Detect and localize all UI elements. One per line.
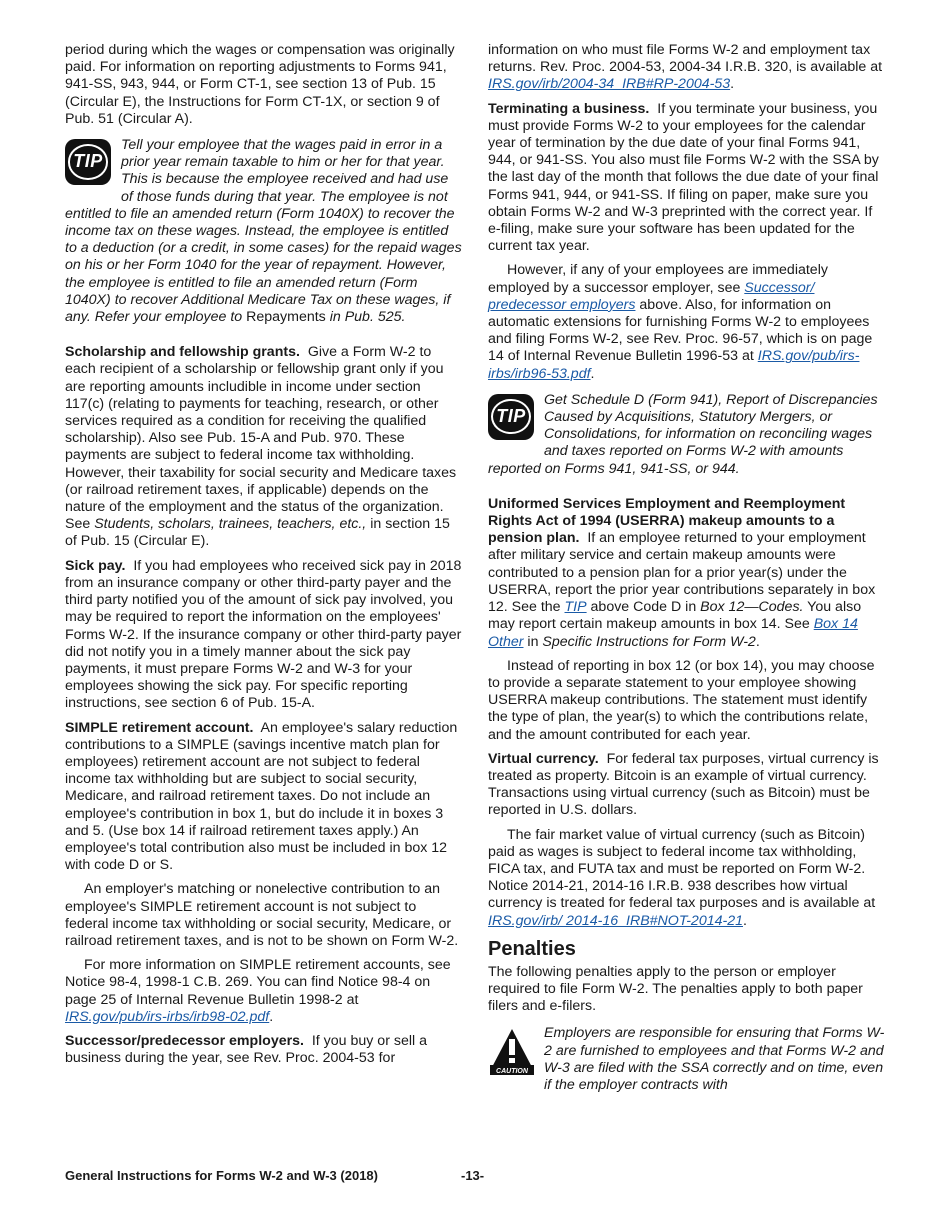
paragraph-more-info: For more information on SIMPLE retirement accounts, see Notice 98-4, 1998-1 C.B. 269. You can find Notice 98-4 on page 25 of Internal Revenue Bulletin 1998-2 at IRS.gov/pub/irs-irbs/irb98-02.pdf. (65, 957, 451, 1025)
paragraph-successor: Successor/predecessor employers. If you buy or sell a business during the year, see Rev. Proc. 2004-53 for (65, 1032, 427, 1067)
paragraph-userra: Uniformed Services Employment and Reemployment Rights Act of 1994 (USERRA) makeup amounts to a pension plan. If an employee returned to your employment after military service and certain makeup amounts were contributed to a pension plan for a prior year(s) under the USERRA, report the prior year contributions separately in box 12. See the TIP above Code D in Box 12—Codes. You also may report certain makeup amounts in box 14. See Box 14 Other in Specific Instructions for Form W-2. (488, 495, 876, 650)
tip-tail: in Pub. 525. (325, 309, 406, 326)
footer-title: General Instructions for Forms W-2 and W-3 (2018) (65, 1168, 378, 1183)
paragraph-virtual-currency: Virtual currency. For federal tax purposes, virtual currency is treated as property. Bitcoin is an example of virtual currency. Transactions using virtual currency (such as Bitcoin) must be reported in U.S. dollars. (488, 750, 879, 819)
paragraph-penalties: The following penalties apply to the person or employer required to file Form W-2. The penalties apply to both paper filers and e-filers. (488, 963, 863, 1015)
heading-scholarship: Scholarship and fellowship grants. (65, 344, 300, 361)
caution-icon (488, 1027, 536, 1075)
paragraph-adjustments: period during which the wages or compensation was originally paid. For information on reporting adjustments to Forms 941, 941-SS, 943, 944, or Form CT-1, see section 13 of Pub. 15 (Circular E), the Instructions for Form CT-1X, or section 9 of Pub. 51 (Circular A). (65, 42, 455, 127)
heading-simple: SIMPLE retirement account. (65, 719, 254, 736)
heading-successor: Successor/predecessor employers. (65, 1032, 304, 1049)
paragraph-employer-match: An employer's matching or nonelective contribution to an employee's SIMPLE retirement account is not subject to federal income tax withholding or social security, Medicare, or railroad retirement taxes, and is not to be shown on Form W-2. (65, 881, 459, 949)
tip-box-repayments (65, 137, 462, 326)
heading-terminating: Terminating a business. (488, 100, 650, 117)
section-heading-penalties: Penalties (488, 937, 576, 960)
link-irb96-53[interactable]: IRS.gov/pub/irs-irbs/irb96-53.pdf (488, 348, 860, 382)
paragraph-instead: Instead of reporting in box 12 (or box 14), you may choose to provide a separate statement to your employee showing USERRA makeup contributions. The statement must identify the type of plan, the year(s) to which the contributions relate, and the amount contributed for each year. (488, 657, 875, 743)
tip-icon: TIP (65, 139, 113, 187)
paragraph-terminating: Terminating a business. If you terminate your business, you must provide Forms W-2 to your employees for the calendar year of termination by the due date of your final Forms 941, 944, or 941-SS. You also must file Forms W-2 with the SSA by the last day of the month that follows the due date of your final Forms 941, 944, or 941-SS. If filing on paper, make sure you obtain Forms W-2 and W-3 preprinted with the correct year. If e-filing, make sure your software has been updated for the current tax year. (488, 100, 879, 255)
paragraph-who-must-file: information on who must file Forms W-2 and employment tax returns. Rev. Proc. 2004-53, 2004-34 I.R.B. 320, is available at IRS.gov/irb/2004-34_IRB#RP-2004-53. (488, 42, 883, 93)
heading-userra: Uniformed Services Employment and Reemployment Rights Act of 1994 (USERRA) makeup amounts to a pension plan. (488, 495, 846, 547)
paragraph-fair-market: The fair market value of virtual currency (such as Bitcoin) paid as wages is subject to federal income tax withholding, FICA tax, and FUTA tax and must be reported on Form W-2. Notice 2014-21, 2014-16 I.R.B. 938 describes how virtual currency is treated for federal tax purposes and is available at IRS.gov/irb/ 2014-16_IRB#NOT-2014-21. (488, 826, 876, 929)
link-irb98-02[interactable]: IRS.gov/pub/irs-irbs/irb98-02.pdf (65, 1008, 270, 1025)
paragraph-scholarship: Scholarship and fellowship grants. Give a Form W-2 to each recipient of a scholarship or fellowship grant only if you are reporting amounts includible in income under section 117(c) (relating to payments for teaching, research, or other services required as a condition for receiving the qualified scholarship). Also see Pub. 15-A and Pub. 970. These payments are subject to federal income tax withholding. However, their taxability for social security and Medicare taxes (or railroad retirement taxes, if applicable) depends on the nature of the employment and the status of the organization. See Students, scholars, trainees, teachers, etc., in section 15 of Pub. 15 (Circular E). (65, 344, 457, 550)
tip-upright: Repayments (246, 309, 326, 326)
tip-icon: TIP (488, 394, 536, 442)
heading-sick-pay: Sick pay. (65, 557, 126, 574)
link-successor-predecessor[interactable]: Successor/ predecessor employers (488, 279, 815, 313)
paragraph-sick-pay: Sick pay. If you had employees who received sick pay in 2018 from an insurance company or other third-party payer and the third party notified you of the amount of sick pay involved, you may be required to report the information on the employees' Forms W-2. If the insurance company or other third-party payer did not notify you in a timely manner about the sick pay payments, it must prepare Forms W-2 and W-3 for your employees showing the sick pay. For specific reporting instructions, see section 6 of Pub. 15-A. (65, 557, 462, 712)
left-column (65, 42, 462, 1074)
link-not-2014-21[interactable]: IRS.gov/irb/ 2014-16_IRB#NOT-2014-21 (488, 912, 743, 929)
caution-box (488, 1025, 885, 1094)
page-number: -13- (461, 1168, 485, 1183)
link-rp-2004-53[interactable]: IRS.gov/irb/2004-34_IRB#RP-2004-53 (488, 76, 731, 93)
tip-text: Get Schedule D (Form 941), Report of Discrepancies Caused by Acquisitions, Statutory Mergers, or Consolidations, for information on reconciling wages and taxes reported on Forms W-2 with amounts reported on Forms 941, 941-SS, or 944. (488, 391, 878, 477)
caution-text: Employers are responsible for ensuring that Forms W-2 are furnished to employees and that Forms W-2 and W-3 are filed with the SSA correctly and on time, even if the employer contracts with (544, 1025, 885, 1093)
paragraph-simple: SIMPLE retirement account. An employee's salary reduction contributions to a SIMPLE (savings incentive match plan for employees) retirement account are not subject to federal income tax withholding but are subject to social security, Medicare, and railroad retirement taxes. Do not include an employee's contribution in box 1, but do include it in boxes 3 and 5. (Use box 14 if railroad retirement taxes apply.) An employee's total contribution also must be included in box 12 with code D or S. (65, 719, 458, 874)
link-box-14-other[interactable]: Box 14 Other (488, 616, 858, 650)
tip-box-schedule-d (488, 392, 885, 478)
right-column (488, 42, 885, 1112)
paragraph-however: However, if any of your employees are immediately employed by a successor employer, see Successor/ predecessor employers above. Also, for information on automatic extensions for furnishing Forms W-2 to employees and filing Forms W-2, see Rev. Proc. 96-57, which is on page 14 of Internal Revenue Bulletin 1996-53 at IRS.gov/pub/irs-irbs/irb96-53.pdf. (488, 262, 873, 382)
link-tip[interactable]: TIP (564, 599, 587, 616)
tip-text: Tell your employee that the wages paid in error in a prior year remain taxable to him or her for that year. This is because the employee received and had use of those funds during that year. The employee is not entitled to file an amended return (Form 1040X) to recover the income tax on these wages. Instead, the employee is entitled to a deduction (or a credit, in some cases) for the repaid wages on his or her Form 1040 for the year of repayment. However, the employee is entitled to file an amended return (Form 1040X) to recover Additional Medicare Tax on these wages, if any. Refer your employee to (65, 137, 462, 326)
heading-virtual-currency: Virtual currency. (488, 750, 599, 767)
svg-text:CAUTION: CAUTION (496, 1068, 528, 1076)
